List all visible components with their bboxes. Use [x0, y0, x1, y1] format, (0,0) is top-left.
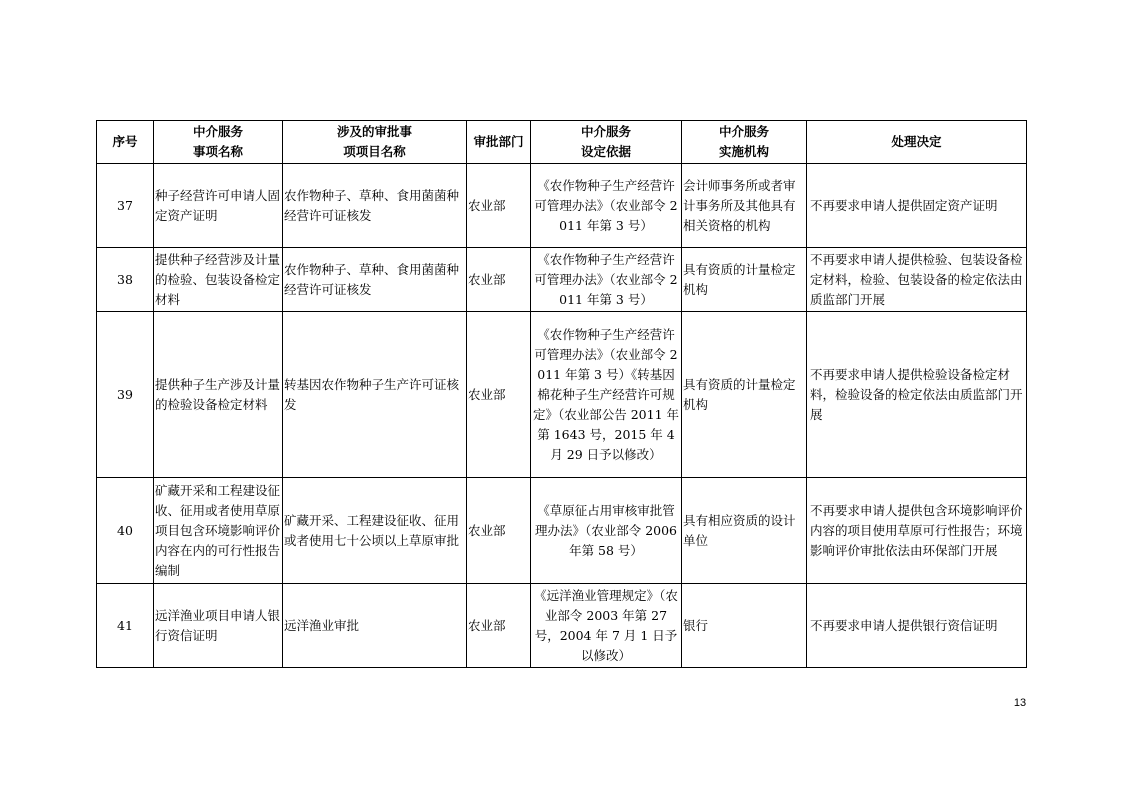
service-name-cell: 矿藏开采和工程建设征收、征用或者使用草原项目包含环境影响评价内容在内的可行性报告编制 — [154, 478, 283, 584]
header-basis-line1: 中介服务 — [580, 124, 631, 139]
decision-cell: 不再要求申请人提供包含环境影响评价内容的项目使用草原可行性报告；环境影响评价审批依法由环保部门开展 — [807, 478, 1027, 584]
decision-cell: 不再要求申请人提供检验设备检定材料，检验设备的检定依法由质监部门开展 — [807, 312, 1027, 478]
basis-cell: 《农作物种子生产经营许可管理办法》（农业部令 2011 年第 3 号）《转基因棉花种子生产经营许可规定》（农业部公告 2011 年第 1643 号，2015 年 4 月 29 日予以修改） — [531, 312, 682, 478]
table-header-row — [97, 121, 1027, 164]
agency-cell: 会计师事务所或者审计事务所及其他具有相关资格的机构 — [682, 164, 807, 248]
basis-cell: 《农作物种子生产经营许可管理办法》（农业部令 2011 年第 3 号） — [531, 248, 682, 312]
agency-cell: 具有资质的计量检定机构 — [682, 312, 807, 478]
header-decision: 处理决定 — [807, 121, 1027, 164]
header-agency-line2: 实施机构 — [718, 144, 769, 159]
row-number: 40 — [97, 478, 154, 584]
table-row — [97, 478, 1027, 584]
header-service-name — [154, 121, 283, 164]
service-name-cell: 种子经营许可申请人固定资产证明 — [154, 164, 283, 248]
row-number: 39 — [97, 312, 154, 478]
table-row — [97, 248, 1027, 312]
basis-cell: 《农作物种子生产经营许可管理办法》（农业部令 2011 年第 3 号） — [531, 164, 682, 248]
header-approval-item — [283, 121, 467, 164]
table-row — [97, 584, 1027, 668]
row-number: 41 — [97, 584, 154, 668]
decision-cell: 不再要求申请人提供检验、包装设备检定材料，检验、包装设备的检定依法由质监部门开展 — [807, 248, 1027, 312]
header-basis-line2: 设定依据 — [580, 144, 631, 159]
approval-item-cell: 远洋渔业审批 — [283, 584, 467, 668]
approval-item-cell: 转基因农作物种子生产许可证核发 — [283, 312, 467, 478]
department-cell: 农业部 — [467, 164, 531, 248]
department-cell: 农业部 — [467, 584, 531, 668]
header-department: 审批部门 — [467, 121, 531, 164]
decision-cell: 不再要求申请人提供固定资产证明 — [807, 164, 1027, 248]
agency-cell: 具有资质的计量检定机构 — [682, 248, 807, 312]
header-approval-line1: 涉及的审批事 — [336, 124, 412, 139]
service-name-cell: 提供种子生产涉及计量的检验设备检定材料 — [154, 312, 283, 478]
header-approval-line2: 项项目名称 — [343, 144, 406, 159]
header-agency-line1: 中介服务 — [718, 124, 769, 139]
table-row — [97, 312, 1027, 478]
decision-cell: 不再要求申请人提供银行资信证明 — [807, 584, 1027, 668]
page-number: 13 — [1013, 697, 1027, 709]
header-basis — [531, 121, 682, 164]
department-cell: 农业部 — [467, 478, 531, 584]
department-cell: 农业部 — [467, 248, 531, 312]
table-row — [97, 164, 1027, 248]
approval-item-cell: 矿藏开采、工程建设征收、征用或者使用七十公顷以上草原审批 — [283, 478, 467, 584]
header-service-name-line1: 中介服务 — [192, 124, 243, 139]
intermediary-services-table — [96, 120, 1027, 668]
agency-cell: 具有相应资质的设计单位 — [682, 478, 807, 584]
header-agency — [682, 121, 807, 164]
row-number: 37 — [97, 164, 154, 248]
approval-item-cell: 农作物种子、草种、食用菌菌种经营许可证核发 — [283, 248, 467, 312]
basis-cell: 《远洋渔业管理规定》（农业部令 2003 年第 27 号，2004 年 7 月 1 日予以修改） — [531, 584, 682, 668]
agency-cell: 银行 — [682, 584, 807, 668]
header-seq: 序号 — [97, 121, 154, 164]
approval-item-cell: 农作物种子、草种、食用菌菌种经营许可证核发 — [283, 164, 467, 248]
service-name-cell: 提供种子经营涉及计量的检验、包装设备检定材料 — [154, 248, 283, 312]
basis-cell: 《草原征占用审核审批管理办法》（农业部令 2006 年第 58 号） — [531, 478, 682, 584]
service-name-cell: 远洋渔业项目申请人银行资信证明 — [154, 584, 283, 668]
department-cell: 农业部 — [467, 312, 531, 478]
row-number: 38 — [97, 248, 154, 312]
header-service-name-line2: 事项名称 — [192, 144, 243, 159]
